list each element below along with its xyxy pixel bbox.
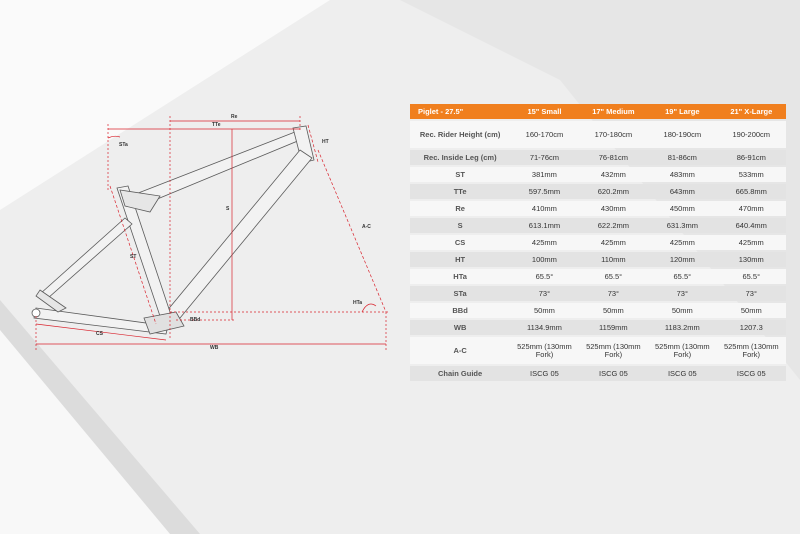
table-cell: ISCG 05 [648,366,716,381]
label-re: Re [231,114,238,120]
header-size-small: 15" Small [510,104,578,119]
table-cell: 425mm [717,235,786,250]
table-cell: 65.5° [579,269,648,284]
ac-line [318,150,386,312]
header-row [410,104,786,119]
row-label: A-C [410,337,510,364]
table-cell: 120mm [648,252,716,267]
table-row [410,303,786,318]
label-wb: WB [210,345,219,351]
geometry-table-body [410,121,786,381]
row-label: Rec. Rider Height (cm) [410,121,510,148]
row-label: S [410,218,510,233]
table-cell: 430mm [579,201,648,216]
table-cell: 622.2mm [579,218,648,233]
label-hta: HTa [353,300,363,306]
label-sta: STa [119,142,128,148]
table-cell: 180-190cm [648,121,716,148]
table-row [410,320,786,335]
table-cell: 50mm [717,303,786,318]
rear-axle [32,309,40,317]
table-cell: 470mm [717,201,786,216]
table-cell: 73° [579,286,648,301]
table-cell: 73° [510,286,578,301]
label-s: S [226,206,230,212]
table-cell: 525mm (130mm Fork) [510,337,578,364]
table-cell: 76-81cm [579,150,648,165]
table-cell: 425mm [579,235,648,250]
table-cell: 65.5° [717,269,786,284]
table-row [410,121,786,148]
table-cell: ISCG 05 [717,366,786,381]
table-cell: 65.5° [510,269,578,284]
table-cell: 50mm [648,303,716,318]
row-label: TTe [410,184,510,199]
bb-cluster [144,312,184,334]
table-cell: 130mm [717,252,786,267]
row-label: WB [410,320,510,335]
header-size-medium: 17" Medium [579,104,648,119]
row-label: Rec. Inside Leg (cm) [410,150,510,165]
table-row [410,184,786,199]
table-cell: 643mm [648,184,716,199]
table-row [410,286,786,301]
label-cs: CS [96,331,103,337]
table-cell: 597.5mm [510,184,578,199]
table-row [410,201,786,216]
table-cell: 71-76cm [510,150,578,165]
row-label: STa [410,286,510,301]
label-ac: A-C [362,224,371,230]
table-cell: 425mm [648,235,716,250]
table-row [410,218,786,233]
table-row [410,167,786,182]
table-cell: 81-86cm [648,150,716,165]
table-cell: 640.4mm [717,218,786,233]
table-cell: 525mm (130mm Fork) [579,337,648,364]
geometry-table-header [410,104,786,119]
row-label: Chain Guide [410,366,510,381]
table-cell: 620.2mm [579,184,648,199]
row-label: HT [410,252,510,267]
row-label: CS [410,235,510,250]
table-row [410,366,786,381]
table-cell: 533mm [717,167,786,182]
row-label: ST [410,167,510,182]
header-size-large: 19" Large [648,104,716,119]
table-cell: 631.3mm [648,218,716,233]
table-cell: 190-200cm [717,121,786,148]
seat-stay [40,218,132,298]
table-cell: 73° [717,286,786,301]
table-cell: 665.8mm [717,184,786,199]
hta-arc [362,304,376,312]
table-cell: 160-170cm [510,121,578,148]
header-size-xlarge: 21" X-Large [717,104,786,119]
table-cell: 65.5° [648,269,716,284]
table-cell: 50mm [510,303,578,318]
sta-arc [108,136,120,138]
table-cell: 410mm [510,201,578,216]
header-model: Piglet - 27.5" [410,104,510,119]
table-cell: 1183.2mm [648,320,716,335]
table-cell: 1207.3 [717,320,786,335]
label-tte: TTe [212,122,221,128]
frame-tubes [32,126,314,334]
row-label: BBd [410,303,510,318]
label-bbd: BBd [190,317,201,323]
table-cell: 613.1mm [510,218,578,233]
row-label: HTa [410,269,510,284]
table-row [410,252,786,267]
table-cell: 525mm (130mm Fork) [648,337,716,364]
label-st: ST [130,254,137,260]
table-cell: 525mm (130mm Fork) [717,337,786,364]
table-cell: 381mm [510,167,578,182]
table-cell: ISCG 05 [510,366,578,381]
table-cell: ISCG 05 [579,366,648,381]
table-row [410,235,786,250]
table-cell: 100mm [510,252,578,267]
table-cell: 432mm [579,167,648,182]
row-label: Re [410,201,510,216]
table-cell: 50mm [579,303,648,318]
table-cell: 73° [648,286,716,301]
table-cell: 1134.9mm [510,320,578,335]
table-row [410,269,786,284]
table-cell: 86-91cm [717,150,786,165]
label-ht: HT [322,139,329,145]
table-row [410,337,786,364]
table-cell: 110mm [579,252,648,267]
table-cell: 170-180cm [579,121,648,148]
table-cell: 450mm [648,201,716,216]
table-cell: 1159mm [579,320,648,335]
table-row [410,150,786,165]
table-cell: 483mm [648,167,716,182]
geometry-table [410,102,786,383]
table-cell: 425mm [510,235,578,250]
